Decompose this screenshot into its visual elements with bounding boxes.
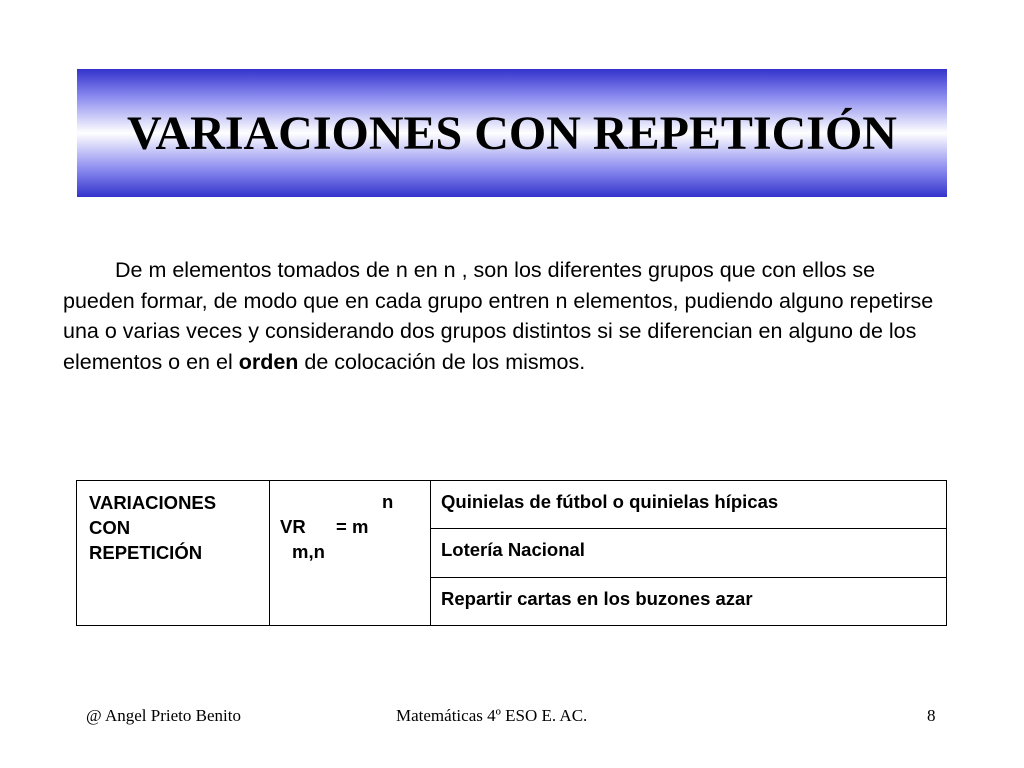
concept-name-line: CON (89, 517, 131, 538)
definition-text-part1: De m elementos tomados de n en n , son los diferentes grupos que con ellos se pueden formar, de modo que en cada grupo entren n elementos, pudiendo alguno repetirse una o varias veces y considerando dos grupos distintos si se diferencian en alguno de los elementos o en el (63, 258, 934, 374)
formula-exponent: n (382, 491, 394, 512)
summary-table (76, 480, 947, 626)
footer-author: @ Angel Prieto Benito (86, 706, 241, 725)
slide-title: VARIACIONES CON REPETICIÓN (127, 106, 897, 160)
concept-name-cell (77, 481, 270, 626)
table-row (77, 481, 947, 529)
formula-cell (270, 481, 431, 626)
definition-bold-word: orden (238, 349, 299, 374)
definition-text-part2: de colocación de los mismos. (298, 349, 586, 374)
concept-name-line: REPETICIÓN (89, 542, 203, 563)
footer-course: Matemáticas 4º ESO E. AC. (396, 706, 588, 725)
example-cell: Lotería Nacional (431, 529, 947, 577)
page-number: 8 (927, 706, 936, 725)
definition-paragraph (63, 255, 943, 377)
example-cell: Repartir cartas en los buzones azar (431, 577, 947, 625)
example-cell: Quinielas de fútbol o quinielas hípicas (431, 481, 947, 529)
formula-subscript: m,n (292, 541, 325, 562)
formula-symbol: VR (280, 516, 306, 537)
concept-name-line: VARIACIONES (89, 492, 217, 513)
formula-equals: = m (336, 516, 369, 537)
title-banner (77, 69, 947, 197)
